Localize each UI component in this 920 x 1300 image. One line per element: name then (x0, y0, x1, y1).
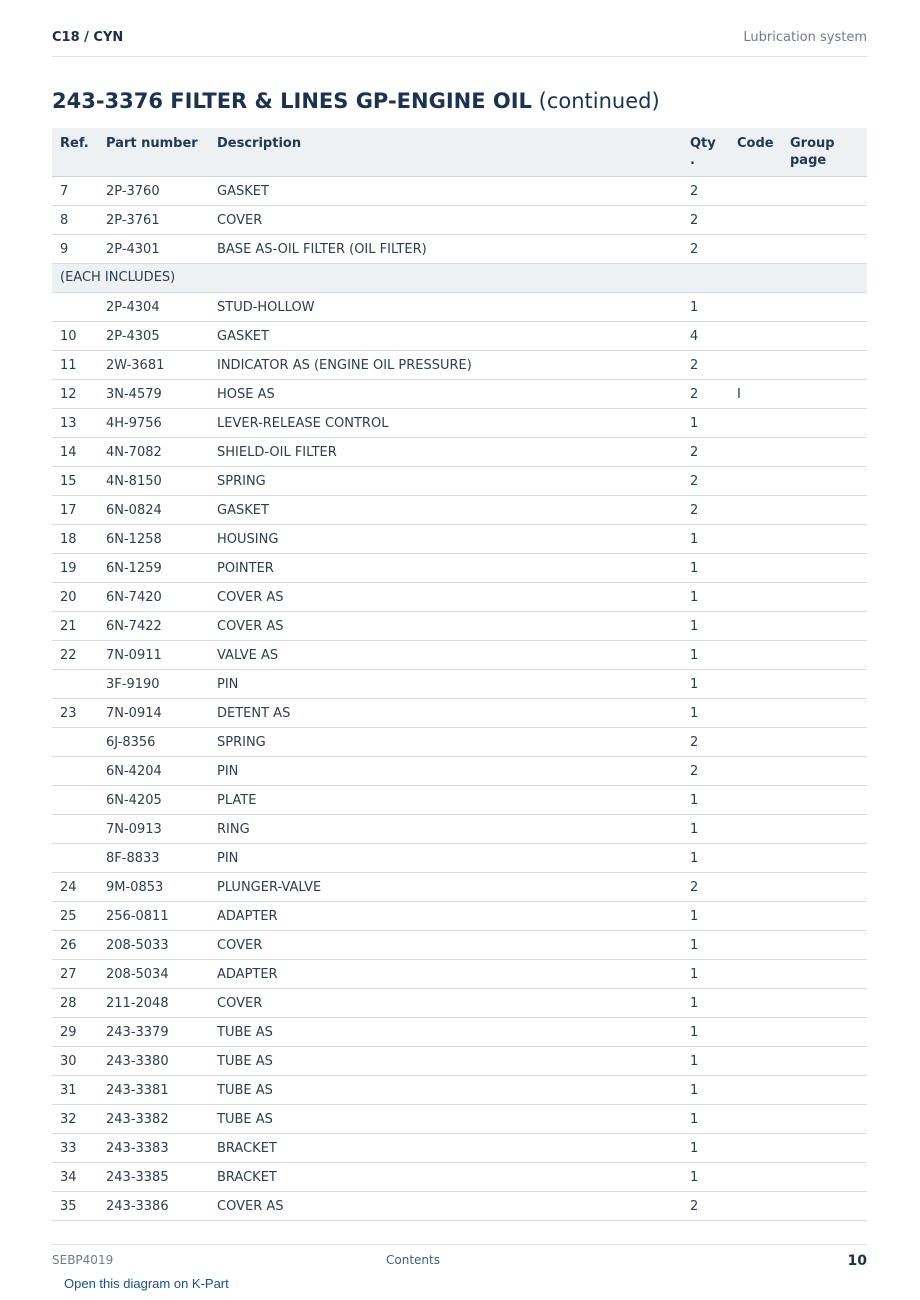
qty-cell: 2 (690, 474, 699, 489)
table-row (52, 960, 867, 989)
part-number-cell: 9M-0853 (106, 880, 164, 895)
ref-cell: 14 (60, 445, 77, 460)
qty-cell: 1 (690, 1083, 699, 1098)
ref-cell: 33 (60, 1141, 77, 1156)
part-number-cell: 243-3386 (106, 1199, 169, 1214)
qty-cell: 1 (690, 938, 699, 953)
table-row (52, 235, 867, 264)
description-cell: DETENT AS (217, 706, 291, 721)
ref-cell: 31 (60, 1083, 77, 1098)
col-ref-header: Ref. (60, 136, 89, 151)
ref-cell: 8 (60, 213, 69, 228)
table-row (52, 322, 867, 351)
table-row (52, 989, 867, 1018)
table-row (52, 670, 867, 699)
description-cell: PLATE (217, 793, 257, 808)
description-cell: INDICATOR AS (ENGINE OIL PRESSURE) (217, 358, 472, 373)
qty-cell: 2 (690, 503, 699, 518)
description-cell: BASE AS-OIL FILTER (OIL FILTER) (217, 242, 427, 257)
qty-cell: 4 (690, 329, 699, 344)
qty-cell: 2 (690, 764, 699, 779)
table-row (52, 1047, 867, 1076)
table-header (52, 128, 867, 177)
ref-cell: 13 (60, 416, 77, 431)
table-row (52, 351, 867, 380)
table-row (52, 1018, 867, 1047)
table-row (52, 1105, 867, 1134)
qty-cell: 1 (690, 300, 699, 315)
ref-cell: 11 (60, 358, 77, 373)
col-qty-header: Qty . (690, 136, 716, 168)
qty-cell: 1 (690, 909, 699, 924)
qty-cell: 2 (690, 735, 699, 750)
qty-cell: 1 (690, 822, 699, 837)
qty-cell: 2 (690, 387, 699, 402)
table-row (52, 467, 867, 496)
title-main: 243-3376 FILTER & LINES GP-ENGINE OIL (52, 89, 532, 113)
part-number-cell: 6N-0824 (106, 503, 162, 518)
ref-cell: 22 (60, 648, 77, 663)
table-row (52, 438, 867, 467)
ref-cell: 25 (60, 909, 77, 924)
part-number-cell: 243-3379 (106, 1025, 169, 1040)
table-row (52, 1192, 867, 1221)
description-cell: TUBE AS (217, 1054, 273, 1069)
note-text: (EACH INCLUDES) (60, 270, 176, 285)
description-cell: PLUNGER-VALVE (217, 880, 322, 895)
table-row (52, 699, 867, 728)
description-cell: PIN (217, 851, 239, 866)
ref-cell: 10 (60, 329, 77, 344)
description-cell: COVER (217, 213, 263, 228)
description-cell: HOUSING (217, 532, 279, 547)
part-number-cell: 256-0811 (106, 909, 169, 924)
description-cell: PIN (217, 677, 239, 692)
part-number-cell: 8F-8833 (106, 851, 160, 866)
part-number-cell: 208-5033 (106, 938, 169, 953)
ref-cell: 34 (60, 1170, 77, 1185)
table-row (52, 1163, 867, 1192)
part-number-cell: 6N-4204 (106, 764, 162, 779)
table-row (52, 1134, 867, 1163)
part-number-cell: 243-3381 (106, 1083, 169, 1098)
qty-cell: 2 (690, 184, 699, 199)
code-cell: I (737, 387, 741, 402)
ref-cell: 26 (60, 938, 77, 953)
table-row (52, 902, 867, 931)
description-cell: COVER AS (217, 619, 284, 634)
description-cell: SHIELD-OIL FILTER (217, 445, 337, 460)
kpart-link[interactable]: Open this diagram on K-Part (64, 1276, 229, 1291)
description-cell: VALVE AS (217, 648, 279, 663)
part-number-cell: 2P-3760 (106, 184, 160, 199)
qty-cell: 1 (690, 1025, 699, 1040)
qty-cell: 1 (690, 590, 699, 605)
ref-cell: 28 (60, 996, 77, 1011)
description-cell: SPRING (217, 474, 266, 489)
table-row (52, 409, 867, 438)
part-number-cell: 7N-0914 (106, 706, 162, 721)
description-cell: COVER AS (217, 1199, 284, 1214)
model-label: C18 / CYN (52, 30, 124, 45)
col-group-header: Group page (790, 136, 835, 168)
part-number-cell: 7N-0913 (106, 822, 162, 837)
qty-cell: 1 (690, 996, 699, 1011)
description-cell: TUBE AS (217, 1083, 273, 1098)
qty-cell: 1 (690, 416, 699, 431)
page-title (52, 89, 660, 113)
table-row (52, 380, 867, 409)
part-number-cell: 2P-4301 (106, 242, 160, 257)
qty-cell: 1 (690, 706, 699, 721)
table-row (52, 873, 867, 902)
table-row (52, 525, 867, 554)
description-cell: GASKET (217, 184, 269, 199)
ref-cell: 20 (60, 590, 77, 605)
table-row (52, 815, 867, 844)
description-cell: TUBE AS (217, 1112, 273, 1127)
page-footer (52, 1244, 867, 1275)
table-row (52, 728, 867, 757)
qty-cell: 2 (690, 445, 699, 460)
qty-cell: 1 (690, 1054, 699, 1069)
ref-cell: 29 (60, 1025, 77, 1040)
ref-cell: 21 (60, 619, 77, 634)
description-cell: LEVER-RELEASE CONTROL (217, 416, 389, 431)
table-body (52, 177, 867, 1221)
col-desc-header: Description (217, 136, 302, 151)
description-cell: ADAPTER (217, 967, 278, 982)
description-cell: ADAPTER (217, 909, 278, 924)
description-cell: BRACKET (217, 1170, 277, 1185)
part-number-cell: 7N-0911 (106, 648, 162, 663)
col-code-header: Code (737, 136, 774, 151)
page-header (52, 28, 867, 57)
description-cell: GASKET (217, 329, 269, 344)
ref-cell: 30 (60, 1054, 77, 1069)
qty-cell: 2 (690, 1199, 699, 1214)
part-number-cell: 2P-4304 (106, 300, 160, 315)
contents-link[interactable]: Contents (386, 1253, 440, 1267)
ref-cell: 9 (60, 242, 69, 257)
description-cell: RING (217, 822, 250, 837)
table-row (52, 206, 867, 235)
table-row (52, 612, 867, 641)
part-number-cell: 6N-1259 (106, 561, 162, 576)
part-number-cell: 6N-7420 (106, 590, 162, 605)
description-cell: TUBE AS (217, 1025, 273, 1040)
part-number-cell: 6N-7422 (106, 619, 162, 634)
description-cell: SPRING (217, 735, 266, 750)
doc-id: SEBP4019 (52, 1253, 114, 1267)
description-cell: POINTER (217, 561, 274, 576)
qty-cell: 1 (690, 967, 699, 982)
description-cell: STUD-HOLLOW (217, 300, 315, 315)
qty-cell: 2 (690, 880, 699, 895)
part-number-cell: 4N-7082 (106, 445, 162, 460)
qty-cell: 1 (690, 1170, 699, 1185)
table-row (52, 1076, 867, 1105)
part-number-cell: 2P-4305 (106, 329, 160, 344)
ref-cell: 18 (60, 532, 77, 547)
ref-cell: 15 (60, 474, 77, 489)
part-number-cell: 6J-8356 (106, 735, 156, 750)
description-cell: HOSE AS (217, 387, 275, 402)
part-number-cell: 2P-3761 (106, 213, 160, 228)
col-part-header: Part number (106, 136, 198, 151)
parts-table (52, 128, 867, 1221)
description-cell: COVER (217, 938, 263, 953)
table-row (52, 931, 867, 960)
ref-cell: 19 (60, 561, 77, 576)
table-row (52, 583, 867, 612)
qty-cell: 1 (690, 1112, 699, 1127)
ref-cell: 7 (60, 184, 69, 199)
description-cell: GASKET (217, 503, 269, 518)
part-number-cell: 4H-9756 (106, 416, 162, 431)
qty-cell: 2 (690, 358, 699, 373)
ref-cell: 23 (60, 706, 77, 721)
part-number-cell: 3N-4579 (106, 387, 162, 402)
qty-cell: 1 (690, 648, 699, 663)
ref-cell: 17 (60, 503, 77, 518)
part-number-cell: 208-5034 (106, 967, 169, 982)
part-number-cell: 243-3382 (106, 1112, 169, 1127)
table-row (52, 554, 867, 583)
qty-cell: 1 (690, 532, 699, 547)
part-number-cell: 6N-1258 (106, 532, 162, 547)
qty-cell: 1 (690, 561, 699, 576)
section-label: Lubrication system (743, 30, 867, 45)
description-cell: COVER AS (217, 590, 284, 605)
table-row (52, 496, 867, 525)
part-number-cell: 243-3383 (106, 1141, 169, 1156)
ref-cell: 27 (60, 967, 77, 982)
qty-cell: 1 (690, 677, 699, 692)
description-cell: COVER (217, 996, 263, 1011)
part-number-cell: 243-3385 (106, 1170, 169, 1185)
table-row (52, 177, 867, 206)
qty-cell: 1 (690, 851, 699, 866)
title-suffix: (continued) (538, 89, 660, 113)
description-cell: PIN (217, 764, 239, 779)
table-row (52, 757, 867, 786)
page-number: 10 (847, 1253, 867, 1269)
qty-cell: 1 (690, 1141, 699, 1156)
part-number-cell: 2W-3681 (106, 358, 165, 373)
description-cell: BRACKET (217, 1141, 277, 1156)
qty-cell: 2 (690, 242, 699, 257)
table-row (52, 293, 867, 322)
table-row (52, 844, 867, 873)
part-number-cell: 211-2048 (106, 996, 169, 1011)
part-number-cell: 4N-8150 (106, 474, 162, 489)
table-row (52, 641, 867, 670)
qty-cell: 1 (690, 793, 699, 808)
ref-cell: 32 (60, 1112, 77, 1127)
table-row (52, 786, 867, 815)
part-number-cell: 243-3380 (106, 1054, 169, 1069)
ref-cell: 24 (60, 880, 77, 895)
table-note-row (52, 264, 867, 293)
ref-cell: 12 (60, 387, 77, 402)
part-number-cell: 6N-4205 (106, 793, 162, 808)
qty-cell: 2 (690, 213, 699, 228)
qty-cell: 1 (690, 619, 699, 634)
part-number-cell: 3F-9190 (106, 677, 160, 692)
ref-cell: 35 (60, 1199, 77, 1214)
